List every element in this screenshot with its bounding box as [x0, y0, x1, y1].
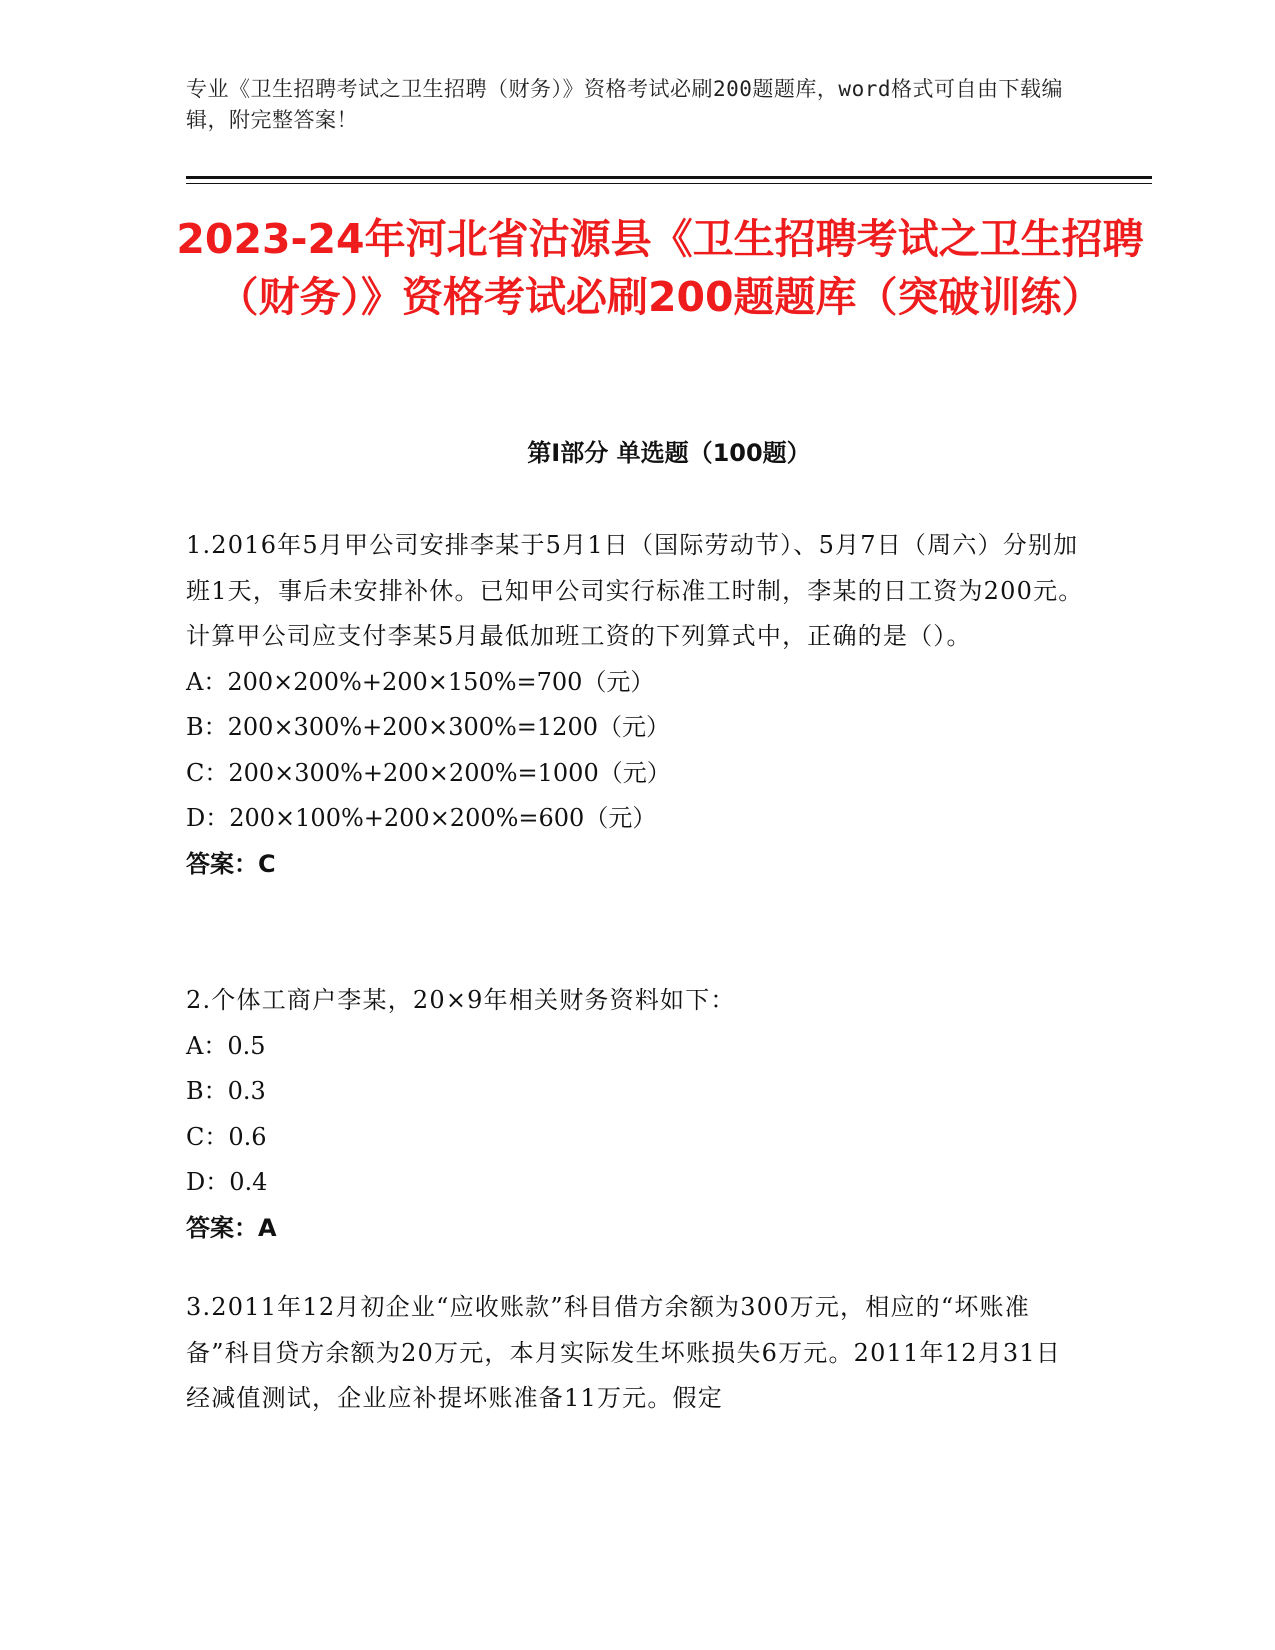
- question-item: [186, 1285, 1086, 1422]
- question-stem: 3.2011年12月初企业“应收账款”科目借方余额为300万元，相应的“坏账准备”科目贷方余额为20万元，本月实际发生坏账损失6万元。2011年12月31日经减值测试，企业应补提坏账准备11万元。假定: [186, 1293, 1062, 1412]
- header-note: 专业《卫生招聘考试之卫生招聘（财务）》资格考试必刷200题题库，word格式可自由下载编辑，附完整答案！: [186, 77, 1063, 132]
- header-divider-thick: [186, 176, 1152, 179]
- header-divider-thin: [186, 183, 1152, 184]
- answer-option-c: C：200×300%+200×200%=1000（元）: [186, 758, 671, 787]
- answer-option-c: C：0.6: [186, 1122, 267, 1151]
- correct-answer: 答案：C: [186, 849, 276, 878]
- answer-option-b: B：200×300%+200×300%=1200（元）: [186, 713, 670, 741]
- question-item: [186, 523, 1086, 887]
- answer-option-a: A：200×200%+200×150%=700（元）: [186, 667, 655, 696]
- answer-option-b: B：0.3: [186, 1077, 266, 1105]
- question-stem: 1.2016年5月甲公司安排李某于5月1日（国际劳动节）、5月7日（周六）分别加班1天，事后未安排补休。已知甲公司实行标准工时制，李某的日工资为200元。计算甲公司应支付李某5月最低加班工资的下列算式中，正确的是（）。: [186, 531, 1084, 650]
- document-title: 2023-24年河北省沽源县《卫生招聘考试之卫生招聘（财务）》资格考试必刷200题题库（突破训练）: [176, 215, 1144, 321]
- correct-answer: 答案：A: [186, 1213, 277, 1242]
- question-item: [186, 978, 1086, 1251]
- answer-option-d: D：200×100%+200×200%=600（元）: [186, 804, 657, 832]
- section-heading: 第I部分 单选题（100题）: [527, 439, 811, 467]
- answer-option-d: D：0.4: [186, 1168, 268, 1196]
- question-stem: 2.个体工商户李某，20×9年相关财务资料如下：: [186, 986, 736, 1014]
- answer-option-a: A：0.5: [186, 1031, 266, 1060]
